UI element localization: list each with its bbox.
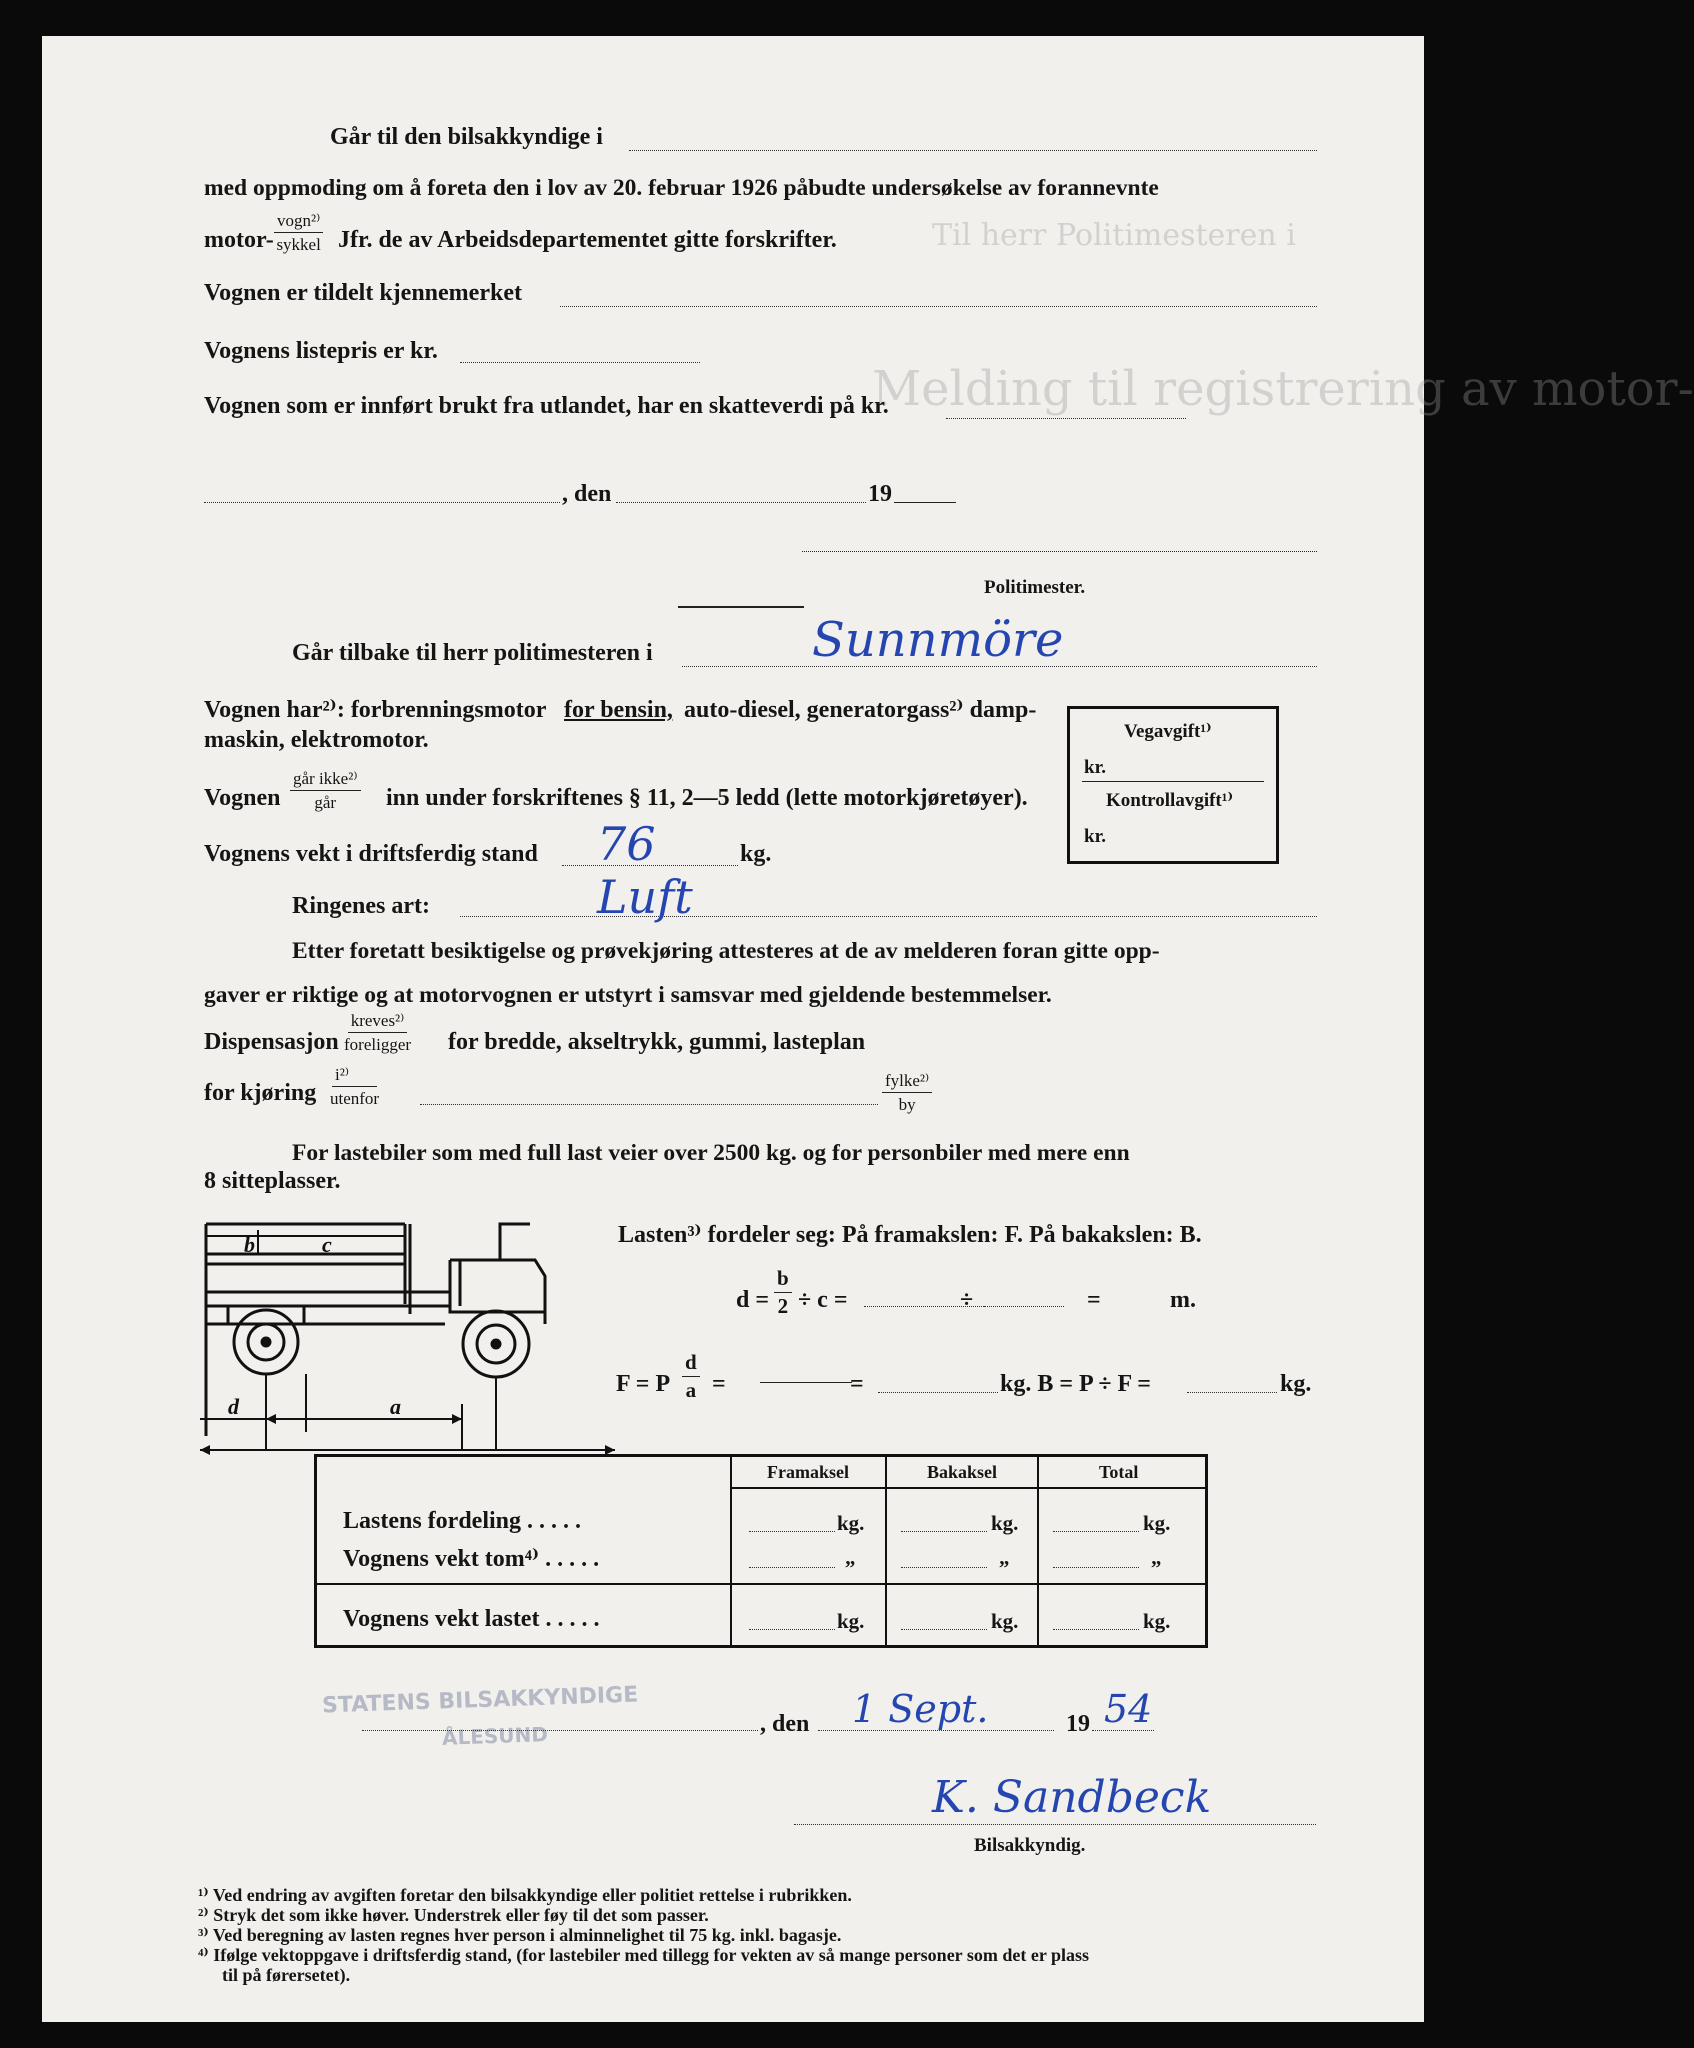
d-den: 2 bbox=[777, 1294, 789, 1318]
ringer-value: Luft bbox=[597, 870, 693, 924]
d-mid: ÷ bbox=[960, 1287, 974, 1313]
motor-line1-b: for bensin, bbox=[564, 697, 673, 723]
table-row-label: Lastens fordeling . . . . . bbox=[343, 1508, 582, 1534]
cell-r2-u2: kg. bbox=[991, 1609, 1019, 1633]
table-header-total: Total bbox=[1099, 1462, 1139, 1482]
sign-year: 54 bbox=[1104, 1687, 1153, 1731]
cell-r0-u3: kg. bbox=[1143, 1511, 1171, 1535]
diagram-label-a: a bbox=[390, 1394, 401, 1419]
kontroll-label: Kontrollavgift¹⁾ bbox=[1106, 790, 1234, 811]
oppmoding-line: med oppmoding om å foreta den i lov av 20. februar 1926 påbudte undersøkelse av forannevnte bbox=[204, 175, 1159, 201]
bleed-through-heading: Melding til registrering av motor- bbox=[872, 361, 1694, 417]
gaar-til-label: Går til den bilsakkyndige i bbox=[330, 124, 603, 150]
weight-table bbox=[314, 1454, 1208, 1648]
motor-prefix: motor- bbox=[204, 227, 274, 253]
place-line[interactable] bbox=[204, 502, 560, 503]
place-sign-line[interactable] bbox=[362, 1730, 758, 1731]
vekt-value: 76 bbox=[597, 817, 656, 871]
cell-r0-u2: kg. bbox=[991, 1511, 1019, 1535]
lasten-line: Lasten³⁾ fordeler seg: På framakslen: F. På bakakslen: B. bbox=[618, 1222, 1202, 1248]
cell-r2-c3[interactable] bbox=[1053, 1629, 1139, 1630]
disp-fraction bbox=[344, 1012, 411, 1053]
gaar-til-line[interactable] bbox=[629, 150, 1317, 151]
bleed-through-address: Til herr Politimesteren i bbox=[932, 218, 1296, 253]
fylke-num: fylke²⁾ bbox=[882, 1072, 932, 1093]
motor-line1-a: Vognen har²⁾: forbrenningsmotor bbox=[204, 697, 547, 723]
footnote-3: ³⁾ Ved beregning av lasten regnes hver person i alminnelighet til 75 kg. inkl. bagasje. bbox=[198, 1925, 842, 1945]
signer-title: Bilsakkyndig. bbox=[974, 1835, 1086, 1856]
cell-r0-u1: kg. bbox=[837, 1511, 865, 1535]
cell-r1-c2[interactable] bbox=[901, 1567, 987, 1568]
gaar-prefix: Vognen bbox=[204, 785, 281, 811]
ringer-line[interactable] bbox=[460, 916, 1317, 917]
b-value[interactable] bbox=[1187, 1392, 1277, 1393]
f-value[interactable] bbox=[878, 1392, 998, 1393]
f-den: a bbox=[685, 1378, 697, 1402]
diagram-label-b: b bbox=[244, 1232, 255, 1257]
lastebiler-line1: For lastebiler som med full last veier over 2500 kg. og for personbiler med mere enn bbox=[292, 1140, 1130, 1166]
sign-den-label: , den bbox=[760, 1711, 810, 1737]
d-value2[interactable] bbox=[984, 1306, 1064, 1307]
f-num: d bbox=[682, 1352, 700, 1377]
cell-r1-c3[interactable] bbox=[1053, 1567, 1139, 1568]
cell-r0-c1[interactable] bbox=[749, 1531, 835, 1532]
footnote-2: ²⁾ Stryk det som ikke høver. Understrek eller føy til det som passer. bbox=[198, 1905, 709, 1925]
kjoring-line[interactable] bbox=[420, 1104, 878, 1105]
fylke-den: by bbox=[898, 1095, 916, 1114]
cell-r0-c3[interactable] bbox=[1053, 1531, 1139, 1532]
cell-r0-c2[interactable] bbox=[901, 1531, 987, 1532]
listepris-label: Vognens listepris er kr. bbox=[204, 338, 438, 364]
f-eq1: = bbox=[712, 1371, 726, 1397]
cell-r1-c1[interactable] bbox=[749, 1567, 835, 1568]
f-unit: kg. B = P ÷ F = bbox=[1000, 1371, 1151, 1397]
motor-line2: maskin, elektromotor. bbox=[204, 727, 429, 753]
fylke-fraction bbox=[882, 1072, 932, 1113]
table-row-label: Vognens vekt lastet . . . . . bbox=[343, 1606, 600, 1632]
cell-r1-u2: „ bbox=[999, 1545, 1010, 1569]
table-row-label: Vognens vekt tom⁴⁾ . . . . . bbox=[343, 1546, 600, 1572]
kjennemerke-line[interactable] bbox=[560, 306, 1317, 307]
diagram-label-c: c bbox=[322, 1232, 332, 1257]
kjoring-den: utenfor bbox=[330, 1089, 380, 1108]
den-label: , den bbox=[562, 481, 612, 507]
b-unit: kg. bbox=[1280, 1371, 1312, 1397]
cell-r2-c1[interactable] bbox=[749, 1629, 835, 1630]
disp-prefix: Dispensasjon bbox=[204, 1029, 339, 1055]
truck-diagram bbox=[200, 1214, 620, 1464]
diagram-label-d: d bbox=[228, 1394, 239, 1419]
vegavgift-kr: kr. bbox=[1084, 757, 1107, 778]
table-header-framaksel: Framaksel bbox=[767, 1462, 849, 1482]
signer-line[interactable] bbox=[794, 1824, 1316, 1825]
d-unit: m. bbox=[1170, 1287, 1196, 1313]
divider bbox=[678, 606, 804, 608]
gaar-fraction bbox=[290, 770, 361, 811]
return-district: Sunnmöre bbox=[812, 612, 1064, 668]
attest-line2: gaver er riktige og at motorvognen er utstyrt i samsvar med gjeldende bestemmelser. bbox=[204, 982, 1052, 1008]
return-label: Går tilbake til herr politimesteren i bbox=[292, 640, 653, 666]
stamp-line1: STATENS BILSAKKYNDIGE bbox=[321, 1682, 639, 1719]
innfort-line[interactable] bbox=[946, 418, 1186, 419]
politimester-sign-line[interactable] bbox=[802, 551, 1317, 552]
cell-r1-u1: „ bbox=[845, 1545, 856, 1569]
d-lhs: d = bbox=[736, 1287, 770, 1313]
kjoring-fraction bbox=[330, 1066, 379, 1107]
kjoring-prefix: for kjøring bbox=[204, 1080, 317, 1106]
footnote-1: ¹⁾ Ved endring av avgiften foretar den bilsakkyndige eller politiet rettelse i rubrikken. bbox=[198, 1885, 852, 1905]
sign-date: 1 Sept. bbox=[852, 1687, 989, 1731]
vekt-label: Vognens vekt i driftsferdig stand bbox=[204, 841, 538, 867]
cell-r2-u1: kg. bbox=[837, 1609, 865, 1633]
year-line[interactable] bbox=[894, 502, 956, 503]
disp-rest: for bredde, akseltrykk, gummi, lasteplan bbox=[448, 1029, 866, 1055]
kjennemerke-label: Vognen er tildelt kjennemerket bbox=[204, 280, 522, 306]
gaar-num: går ikke²⁾ bbox=[290, 770, 361, 791]
motor-line1-c: auto-diesel, generatorgass²⁾ damp- bbox=[684, 697, 1037, 723]
vekt-unit: kg. bbox=[740, 841, 772, 867]
stamp-line2: ÅLESUND bbox=[441, 1722, 549, 1750]
motor-den: sykkel bbox=[276, 235, 321, 254]
footnote-4: ⁴⁾ Ifølge vektoppgave i driftsferdig stand, (for lastebiler med tillegg for vekten av så mange personer som det er plass bbox=[198, 1945, 1090, 1965]
gaar-rest: inn under forskriftenes § 11, 2—5 ledd (lette motorkjøretøyer). bbox=[386, 785, 1028, 811]
d-fraction bbox=[774, 1268, 792, 1317]
d-rhs: ÷ c = bbox=[798, 1287, 848, 1313]
fee-box bbox=[1067, 706, 1279, 864]
attest-line1: Etter foretatt besiktigelse og prøvekjøring attesteres at de av melderen foran gitte opp- bbox=[292, 938, 1160, 964]
listepris-line[interactable] bbox=[460, 362, 700, 363]
f-fraction bbox=[682, 1352, 700, 1401]
cell-r2-u3: kg. bbox=[1143, 1609, 1171, 1633]
f-eq2: = bbox=[850, 1371, 864, 1397]
motor-fraction bbox=[274, 212, 323, 253]
cell-r1-u3: „ bbox=[1151, 1545, 1162, 1569]
kjoring-num: i²⁾ bbox=[332, 1066, 377, 1087]
date-line[interactable] bbox=[616, 502, 866, 503]
politimester-label: Politimester. bbox=[984, 577, 1086, 598]
disp-den: foreligger bbox=[344, 1035, 412, 1054]
d-eq: = bbox=[1087, 1287, 1101, 1313]
year-prefix: 19 bbox=[868, 481, 892, 507]
motor-rest: Jfr. de av Arbeidsdepartementet gitte forskrifter. bbox=[338, 227, 837, 253]
cell-r2-c2[interactable] bbox=[901, 1629, 987, 1630]
vegavgift-label: Vegavgift¹⁾ bbox=[1124, 721, 1212, 742]
form-page bbox=[42, 36, 1694, 2022]
d-num: b bbox=[774, 1268, 792, 1293]
footnote-4-cont: til på førersetet). bbox=[222, 1965, 351, 1985]
kontroll-kr: kr. bbox=[1084, 826, 1107, 847]
f-fraction-line[interactable] bbox=[760, 1382, 852, 1383]
disp-num: kreves²⁾ bbox=[348, 1012, 408, 1033]
motor-num: vogn²⁾ bbox=[274, 212, 323, 233]
f-lhs: F = P bbox=[616, 1371, 671, 1397]
gaar-den: går bbox=[314, 793, 337, 812]
innfort-label: Vognen som er innført brukt fra utlandet, har en skatteverdi på kr. bbox=[204, 393, 889, 419]
signer-signature: K. Sandbeck bbox=[932, 1772, 1212, 1823]
table-header-bakaksel: Bakaksel bbox=[927, 1462, 998, 1482]
sign-year-prefix: 19 bbox=[1066, 1711, 1090, 1737]
ringer-label: Ringenes art: bbox=[292, 893, 430, 919]
vegavgift-divider bbox=[1082, 781, 1264, 782]
lastebiler-line2: 8 sitteplasser. bbox=[204, 1168, 341, 1194]
